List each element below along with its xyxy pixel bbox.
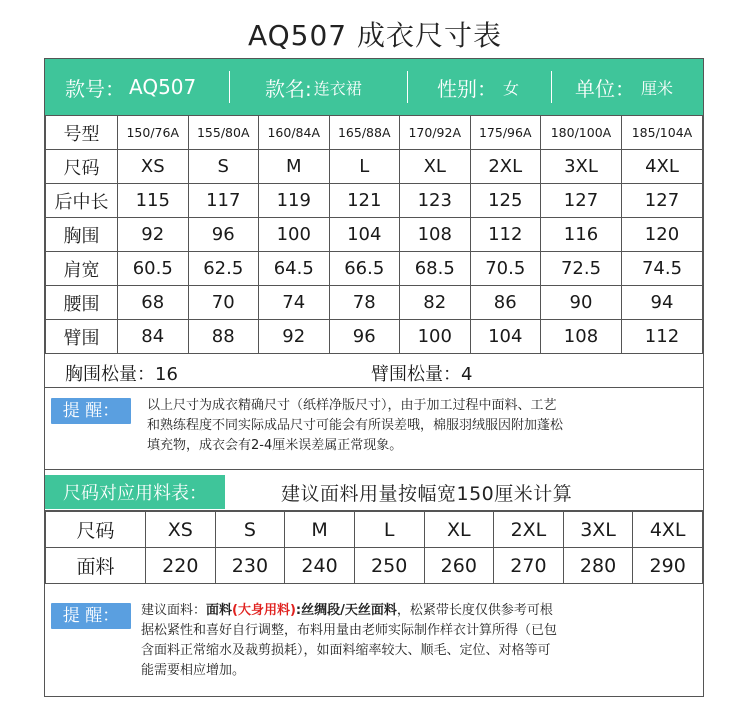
row-header: 臂围 (46, 320, 118, 354)
fabric-section-tag: 尺码对应用料表： (45, 475, 225, 509)
table-cell: 70.5 (470, 252, 541, 286)
table-cell: 123 (400, 184, 471, 218)
table-row (46, 252, 703, 286)
row-header: 面料 (46, 548, 146, 584)
reminder-line: 填充物，成衣会有2-4厘米误差属正常现象。 (147, 438, 403, 453)
table-cell: 175/96A (470, 116, 541, 150)
table-cell: 62.5 (188, 252, 259, 286)
reminder-text (147, 396, 699, 456)
reminder-badge: 提 醒： (51, 398, 131, 424)
table-cell: S (215, 512, 285, 548)
header-divider (551, 71, 552, 103)
fabric-section-header (45, 473, 703, 511)
gender (437, 59, 519, 115)
table-cell: 100 (259, 218, 330, 252)
table-cell: 170/92A (400, 116, 471, 150)
row-header: 后中长 (46, 184, 118, 218)
table-cell: 117 (188, 184, 259, 218)
table-cell: 112 (621, 320, 702, 354)
table-cell: 150/76A (118, 116, 189, 150)
row-header: 胸围 (46, 218, 118, 252)
page-title: AQ507 成衣尺寸表 (247, 19, 503, 52)
table-cell: 121 (329, 184, 400, 218)
table-cell: M (285, 512, 355, 548)
size-table (45, 115, 703, 354)
style-value: AQ507 (129, 75, 197, 99)
table-cell: XS (118, 150, 189, 184)
table-cell: 127 (541, 184, 622, 218)
fabric-reminder (45, 587, 703, 697)
table-cell: 2XL (494, 512, 564, 548)
table-cell: 165/88A (329, 116, 400, 150)
table-cell: 78 (329, 286, 400, 320)
table-cell: 160/84A (259, 116, 330, 150)
fabric-kind: :丝绸段/天丝面料 (295, 603, 397, 618)
row-header: 肩宽 (46, 252, 118, 286)
fabric-reminder-line (141, 601, 701, 621)
table-cell: 72.5 (541, 252, 622, 286)
table-cell: L (354, 512, 424, 548)
table-row (46, 218, 703, 252)
fabric-table (45, 511, 703, 584)
header-divider (229, 71, 230, 103)
header-bar (45, 59, 703, 115)
header-divider (407, 71, 408, 103)
table-cell: 86 (470, 286, 541, 320)
table-row (46, 512, 703, 548)
table-cell: 94 (621, 286, 702, 320)
table-cell: 92 (118, 218, 189, 252)
table-cell: 290 (633, 548, 703, 584)
table-cell: 240 (285, 548, 355, 584)
table-row (46, 116, 703, 150)
fabric-line1-rest: ，松紧带长度仅供参考可根 (396, 603, 553, 618)
table-cell: 90 (541, 286, 622, 320)
row-header: 尺码 (46, 512, 146, 548)
table-cell: 119 (259, 184, 330, 218)
table-cell: XL (400, 150, 471, 184)
table-row (46, 286, 703, 320)
name-value: 连衣裙 (313, 78, 362, 98)
table-cell: M (259, 150, 330, 184)
table-cell: 3XL (541, 150, 622, 184)
table-cell: 112 (470, 218, 541, 252)
table-cell: 270 (494, 548, 564, 584)
row-header: 号型 (46, 116, 118, 150)
table-cell: 116 (541, 218, 622, 252)
table-cell: 60.5 (118, 252, 189, 286)
table-cell: 4XL (633, 512, 703, 548)
table-cell: 68 (118, 286, 189, 320)
table-cell: XS (146, 512, 216, 548)
table-cell: 155/80A (188, 116, 259, 150)
table-cell: 108 (541, 320, 622, 354)
fabric-main-red: (大身用料) (232, 603, 296, 618)
table-cell: 220 (146, 548, 216, 584)
table-cell: 104 (470, 320, 541, 354)
reminder-line: 和熟练程度不同实际成品尺寸可能会有所误差哦，棉服羽绒服因附加蓬松 (147, 418, 564, 433)
reminder-line: 以上尺寸为成衣精确尺寸（纸样净版尺寸），由于加工过程中面料、工艺 (147, 398, 557, 413)
table-cell: 88 (188, 320, 259, 354)
table-cell: XL (424, 512, 494, 548)
table-cell: 70 (188, 286, 259, 320)
table-cell: 66.5 (329, 252, 400, 286)
fabric-reminder-badge: 提 醒： (51, 603, 131, 629)
table-cell: 260 (424, 548, 494, 584)
table-cell: 74 (259, 286, 330, 320)
table-cell: 92 (259, 320, 330, 354)
table-cell: 127 (621, 184, 702, 218)
ease-row (45, 356, 703, 388)
fabric-reminder-line: 含面料正常缩水及裁剪损耗），如面料缩率较大、顺毛、定位、对格等可 (141, 643, 551, 658)
unit-label: 单位： (575, 76, 635, 101)
table-cell: 2XL (470, 150, 541, 184)
table-row (46, 150, 703, 184)
table-cell: 108 (400, 218, 471, 252)
row-header: 腰围 (46, 286, 118, 320)
fabric-reminder-line: 能需要相应增加。 (141, 663, 246, 678)
table-cell: S (188, 150, 259, 184)
fabric-reminder-line: 据松紧性和喜好自行调整，布料用量由老师实际制作样衣计算所得（已包 (141, 623, 558, 638)
row-header: 尺码 (46, 150, 118, 184)
chest-ease: 胸围松量：16 (65, 364, 178, 385)
fabric-bold: 面料 (206, 603, 233, 618)
table-cell: 3XL (563, 512, 633, 548)
table-row (46, 320, 703, 354)
fabric-reminder-text (141, 601, 701, 681)
table-cell: 125 (470, 184, 541, 218)
unit (575, 59, 673, 115)
table-cell: 96 (188, 218, 259, 252)
table-cell: 230 (215, 548, 285, 584)
table-cell: 82 (400, 286, 471, 320)
unit-value: 厘米 (641, 78, 674, 98)
table-cell: 115 (118, 184, 189, 218)
table-cell: 180/100A (541, 116, 622, 150)
style-number (65, 59, 196, 115)
style-label: 款号： (65, 76, 125, 101)
table-row (46, 184, 703, 218)
fabric-prefix: 建议面料： (141, 603, 207, 618)
fabric-section-desc: 建议面料用量按幅宽150厘米计算 (281, 483, 573, 505)
reminder-note (45, 388, 703, 470)
table-cell: 120 (621, 218, 702, 252)
table-cell: 100 (400, 320, 471, 354)
size-chart-frame (44, 58, 704, 697)
table-cell: 64.5 (259, 252, 330, 286)
gender-label: 性别： (437, 76, 497, 101)
name-label: 款名: (265, 76, 312, 101)
table-cell: 74.5 (621, 252, 702, 286)
table-row (46, 548, 703, 584)
gender-value: 女 (503, 78, 520, 98)
style-name (265, 59, 362, 115)
table-cell: 104 (329, 218, 400, 252)
table-cell: 185/104A (621, 116, 702, 150)
table-cell: 4XL (621, 150, 702, 184)
table-cell: 250 (354, 548, 424, 584)
table-cell: 280 (563, 548, 633, 584)
table-cell: 96 (329, 320, 400, 354)
table-cell: 84 (118, 320, 189, 354)
table-cell: 68.5 (400, 252, 471, 286)
table-cell: L (329, 150, 400, 184)
arm-ease: 臂围松量：4 (371, 364, 473, 385)
